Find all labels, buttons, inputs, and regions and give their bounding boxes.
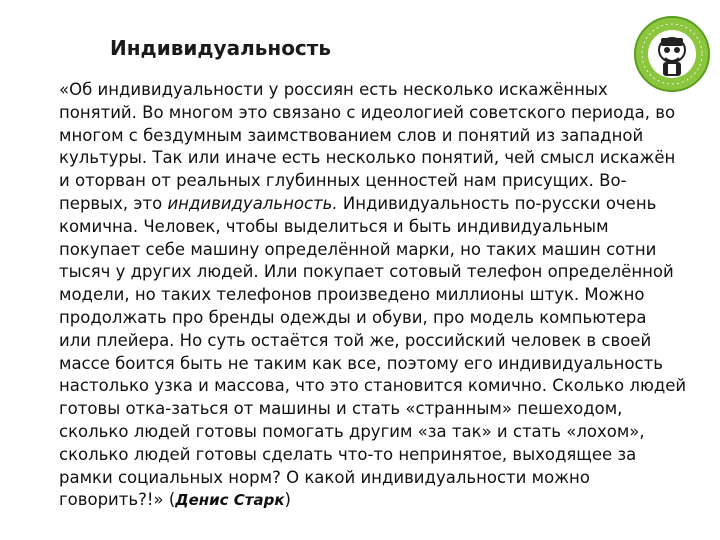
quote-line: рамки социальных норм? О какой индивидуальности можно [59,467,590,487]
quote-text: Индивидуальность по-русски очень [337,193,657,213]
quote-line: продолжать про бренды одежды и обуви, про модель компьютера [59,307,647,327]
quote-line: и оторван от реальных глубинных ценностей нам присущих. Во- [59,171,627,191]
quote-line: «Об индивидуальности у россиян есть несколько искажённых [59,80,608,99]
quote-line: тысяч у других людей. Или покупает сотовый телефон определённой [59,262,674,282]
author-name: Денис Старк [175,491,285,510]
quote-text: первых, это [59,193,168,213]
quote-line: сколько людей готовы сделать что-то непринятое, выходящее за [59,444,637,464]
slide-title: Индивидуальность [110,36,332,60]
quote-line: покупает себе машину определённой марки, но таких машин сотни [59,239,657,259]
quote-line: готовы отка-заться от машины и стать «странным» пешеходом, [59,399,623,419]
quote-line: настолько узка и массова, что это становится комично. Сколько людей [59,376,687,396]
quote-line: или плейера. Но суть остаётся той же, российский человек в своей [59,330,652,350]
quote-line: многом с бездумным заимствованием слов и понятий из западной [59,125,644,145]
quote-line [59,489,699,512]
emphasized-word: индивидуальность. [167,193,338,213]
quote-line: понятий. Во многом это связано с идеологией советского периода, во [59,102,676,122]
quote-text: говорить?!» ( [59,490,176,510]
quote-text: ) [284,490,291,510]
quote-line [59,193,699,216]
quote-line: культуры. Так или иначе есть несколько понятий, чей смысл искажён [59,148,676,168]
quote-line: комична. Человек, чтобы выделиться и быть индивидуальным [59,216,609,236]
quote-line: сколько людей готовы помогать другим «за так» и стать «лохом», [59,421,645,441]
quote-line: массе боится быть не таким как все, поэтому его индивидуальность [59,353,663,373]
quote-paragraph [59,79,699,512]
quote-line: модели, но таких телефонов произведено миллионы штук. Можно [59,285,645,305]
